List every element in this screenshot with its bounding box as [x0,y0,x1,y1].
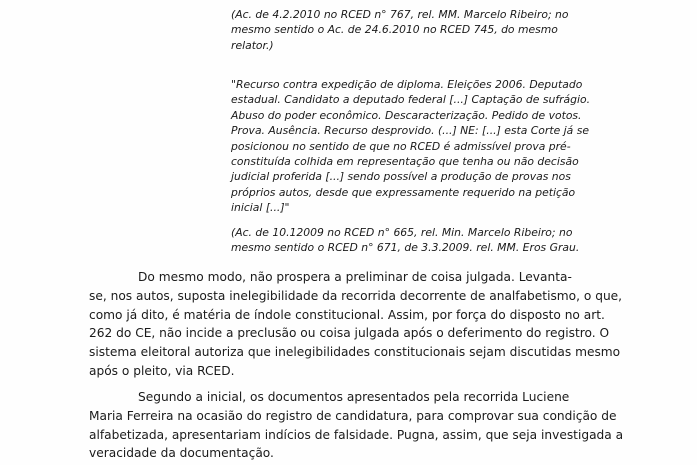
quotation-block [231,77,636,216]
text-line: mesmo sentido o Ac. de 24.6.2010 no RCED 745, do mesmo [231,23,558,37]
text-line: (Ac. de 4.2.2010 no RCED n° 767, rel. MM. Marcelo Ribeiro; no [231,8,569,21]
text-line: como já dito, é matéria de índole constitucional. Assim, por força do disposto no art. [89,307,605,322]
text-line: Maria Ferreira na ocasião do registro de candidatura, para comprovar sua condição de [89,408,617,423]
text-line: Do mesmo modo, não prospera a preliminar de coisa julgada. Levanta- [138,270,572,284]
text-line: posicionou no sentido de que no RCED é admissível prova pré- [231,139,571,153]
text-line: Segundo a inicial, os documentos apresentados pela recorrida Luciene [138,390,570,404]
citation-block-1 [231,7,636,53]
paragraph-documents [89,388,624,463]
text-line: estadual. Candidato a deputado federal [...] Captação de sufrágio. [231,93,591,107]
text-line: inicial [...]" [231,201,290,215]
text-line: judicial proferida [...] sendo possível a produção de provas nos [231,170,571,184]
text-line: Prova. Ausência. Recurso desprovido. (...] NE: [...] esta Corte já se [231,124,589,138]
text-line: mesmo sentido o RCED n° 671, de 3.3.2009. rel. MM. Eros Grau. [231,241,580,255]
text-line: alfabetizada, apresentariam indícios de falsidade. Pugna, assim, que seja investigada a [89,427,624,442]
citation-block-2 [231,225,636,256]
text-line: "Recurso contra expedição de diploma. Eleições 2006. Deputado [231,78,583,91]
text-line: se, nos autos, suposta inelegibilidade da recorrida decorrente de analfabetismo, o que, [89,288,623,303]
text-line: relator.) [231,38,274,52]
text-line: sistema eleitoral autoriza que inelegibilidades constitucionais sejam discutidas mesmo [89,345,621,360]
text-line: próprios autos, desde que expressamente requerido na petição [231,185,576,199]
text-line: constituída colhida em representação que tenha ou não decisão [231,155,579,169]
text-line: Abuso do poder econômico. Descaracterização. Pedido de votos. [231,108,582,122]
text-line: (Ac. de 10.12009 no RCED n° 665, rel. Min. Marcelo Ribeiro; no [231,226,573,239]
text-line: veracidade da documentação. [89,446,274,461]
text-line: 262 do CE, não incide a preclusão ou coisa julgada após o deferimento do registro. O [89,326,610,341]
text-line: após o pleito, via RCED. [89,363,235,378]
paragraph-res-judicata [89,268,623,381]
